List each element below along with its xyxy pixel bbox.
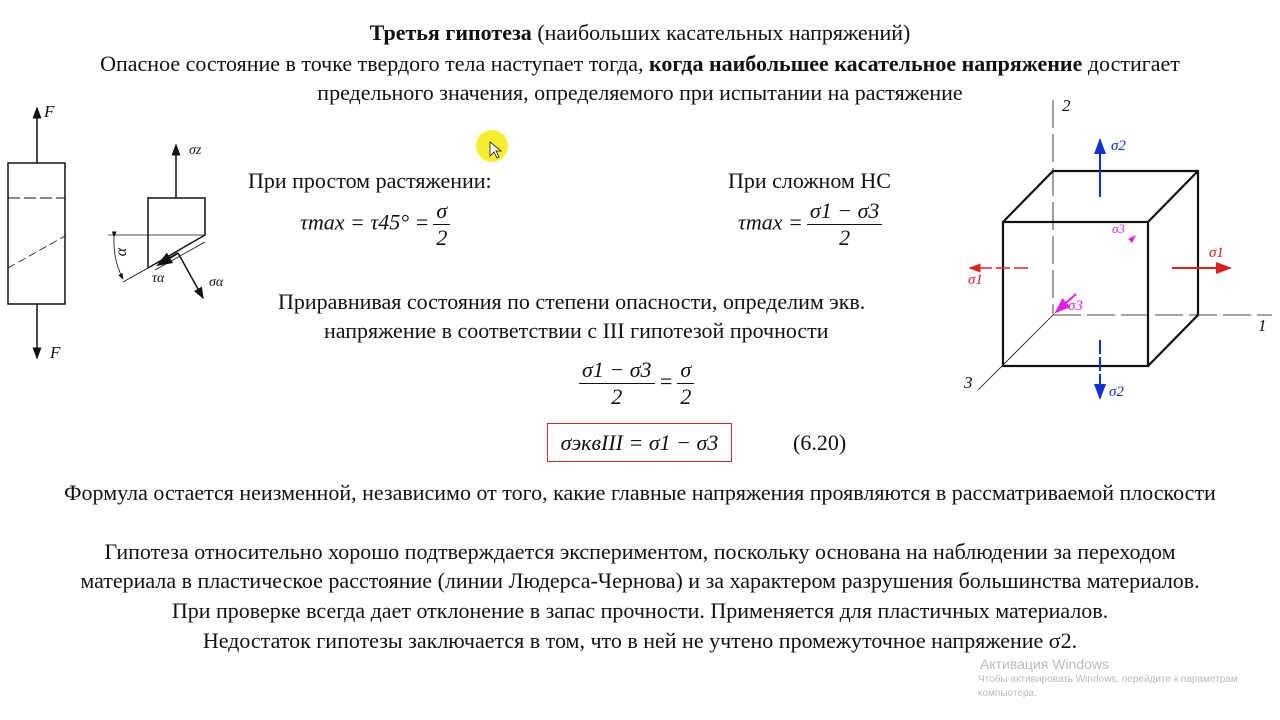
watermark-title: Активация Windows (980, 656, 1110, 672)
equate-line-2: напряжение в соответствии с III гипотезой прочности (324, 318, 829, 343)
sigma1-left-label: σ1 (968, 272, 983, 288)
paragraph-line-2: материала в пластическое расстояние (линии Людерса-Чернова) и за характером разрушения большинства материалов. (80, 568, 1200, 593)
sigma2-bottom-label: σ2 (1109, 384, 1124, 400)
tension-bar-figure (8, 108, 65, 358)
intro-line-1: Опасное состояние в точке твердого тела наступает тогда, когда наибольшее касательное напряжение достигает (100, 51, 1180, 76)
sigma2-top-label: σ2 (1111, 138, 1126, 154)
axis-1-label: 1 (1258, 316, 1267, 335)
equivalent-stress-formula-box: σэквIII = σ1 − σ3 (547, 423, 732, 462)
equation-equal-danger: $\frac{\sigma 1 - \sigma 3}{2}$ = $\frac{\sigma}{2}$ (575, 357, 698, 410)
sigma3-back-label: σ3 (1112, 221, 1125, 236)
simple-tension-label: При простом растяжении: (248, 168, 492, 193)
intro-line-2: предельного значения, определяемого при испытании на растяжение (317, 80, 963, 105)
paragraph-formula-note: Формула остается неизменной, независимо от того, какие главные напряжения проявляются в рассматриваемой плоскости (64, 480, 1216, 505)
sigma3-front-label: σ3 (1068, 298, 1083, 314)
complex-state-formula: τmax = $\frac{\sigma 1 - \sigma 3}{2}$ (738, 198, 886, 251)
simple-tension-formula: τmax = τ45° = $\frac{\sigma}{2}$ (300, 198, 454, 251)
sigma1-right-label: σ1 (1209, 245, 1224, 261)
paragraph-line-4: Недостаток гипотезы заключается в том, что в ней не учтено промежуточное напряжение σ2. (202, 628, 1078, 653)
slide-title: Третья гипотеза (наибольших касательных напряжений) (369, 20, 911, 45)
axis-2-label: 2 (1062, 96, 1071, 115)
equate-line-1: Приравнивая состояния по степени опасности, определим экв. (278, 289, 866, 314)
watermark-line-1: Чтобы активировать Windows, перейдите к параметрам (978, 674, 1238, 685)
tau-alpha-label: τα (152, 271, 165, 286)
equation-number: (6.20) (793, 430, 847, 455)
force-label-bottom: F (50, 343, 61, 362)
sigma-alpha-label: σα (209, 275, 224, 290)
complex-state-label: При сложном НС (728, 168, 891, 193)
sigma-z-label: σz (189, 143, 202, 158)
axis-3-label: 3 (964, 373, 973, 392)
force-label-top: F (44, 102, 55, 121)
paragraph-line-1: Гипотеза относительно хорошо подтверждается экспериментом, поскольку основана на наблюдении за переходом (104, 539, 1176, 564)
watermark-line-2: компьютера. (978, 688, 1037, 699)
paragraph-line-3: При проверке всегда дает отклонение в запас прочности. Применяется для пластичных материалов. (171, 598, 1109, 623)
alpha-label: α (113, 247, 131, 257)
